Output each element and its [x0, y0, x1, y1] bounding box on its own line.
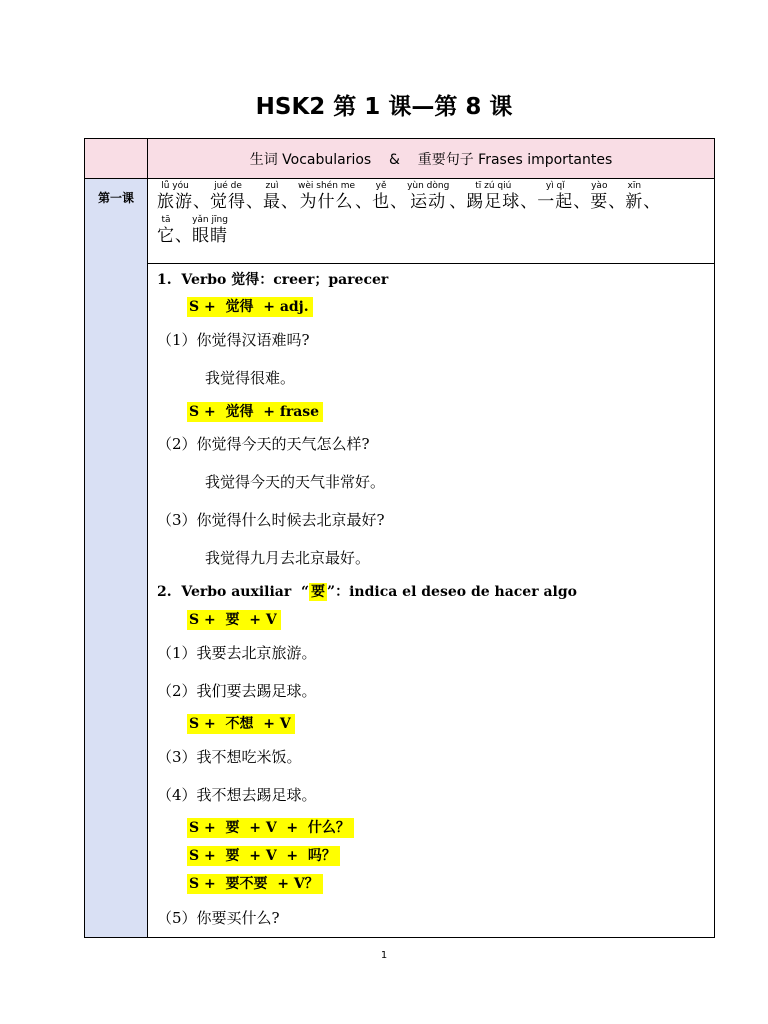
lesson-column-header	[85, 139, 147, 178]
vocab-word	[466, 181, 520, 213]
vocab-separator: 、	[175, 226, 192, 246]
example-sentence	[205, 471, 385, 492]
grammar-pattern	[187, 609, 281, 629]
vocab-hanzi: 最	[263, 192, 281, 212]
sentence-text: 我觉得九月去北京最好。	[205, 549, 371, 567]
vocab-word	[298, 181, 355, 213]
grammar-pattern	[187, 845, 340, 865]
example-sentence	[157, 329, 310, 350]
vocab-separator: 、	[643, 192, 661, 212]
vocab-separator: 、	[449, 192, 467, 212]
vocab-line	[157, 181, 713, 213]
vocab-word	[192, 215, 228, 247]
pattern-text: S + 要不要 + V？	[187, 874, 323, 894]
lesson-column-body	[85, 178, 147, 937]
header-divider	[85, 178, 714, 179]
vocab-pinyin: yě	[375, 181, 387, 191]
vocab-pinyin: yǎn jīng	[192, 215, 228, 225]
grammar-pattern	[187, 713, 295, 733]
section-heading	[157, 581, 577, 601]
vocab-pinyin: yào	[591, 181, 608, 191]
vocab-hanzi: 踢足球	[466, 192, 521, 212]
example-sentence	[157, 642, 317, 663]
sentence-text: （1）我要去北京旅游。	[157, 644, 317, 662]
vocab-hanzi: 也	[372, 192, 391, 212]
vocab-pinyin: jué de	[214, 181, 242, 191]
page-number: 1	[380, 950, 388, 961]
sentence-text: 我觉得很难。	[205, 369, 296, 387]
vocab-pinyin: tā	[161, 215, 171, 225]
sentence-text: （3）你觉得什么时候去北京最好?	[157, 511, 385, 529]
lesson-table	[84, 138, 715, 938]
section-heading-text: 2. Verbo auxiliar “	[157, 584, 310, 600]
example-sentence	[205, 367, 295, 388]
vocab-pinyin: xīn	[627, 181, 642, 191]
vocab-word	[590, 181, 608, 213]
example-sentence	[157, 784, 317, 805]
grammar-pattern	[187, 873, 323, 893]
grammar-pattern	[187, 296, 313, 316]
table-header-text: 生词 Vocabularios & 重要句子 Frases importantes	[249, 151, 613, 168]
sentence-text: （2）你觉得今天的天气怎么样?	[157, 435, 370, 453]
vocab-word	[372, 181, 390, 213]
vocab-separator: 、	[608, 192, 626, 212]
vocab-separator: 、	[193, 192, 210, 212]
grammar-pattern	[187, 401, 323, 421]
lesson-label: 第一课	[97, 191, 134, 205]
vocab-word	[210, 181, 246, 213]
sentence-text: （2）我们要去踢足球。	[157, 682, 317, 700]
vocab-hanzi: 眼睛	[192, 226, 228, 246]
sentence-text: （3）我不想吃米饭。	[157, 748, 302, 766]
vocab-separator: 、	[246, 192, 263, 212]
vocab-pinyin: yùn dòng	[407, 181, 450, 191]
vocab-divider	[148, 263, 714, 264]
document-title: HSK2 第 1 课—第 8 课	[255, 94, 513, 120]
sentence-text: 我觉得今天的天气非常好。	[205, 473, 386, 491]
vocab-hanzi: 觉得	[210, 192, 246, 212]
example-sentence	[157, 509, 385, 530]
vocab-hanzi: 旅游	[157, 192, 193, 212]
section-heading-text: 1. Verbo 觉得：creer；parecer	[157, 272, 389, 288]
sentence-text: （1）你觉得汉语难吗?	[157, 331, 310, 349]
vocab-separator: 、	[573, 192, 591, 212]
vocab-separator: 、	[355, 192, 373, 212]
vocab-word	[157, 181, 193, 213]
vocab-word	[157, 215, 175, 247]
vocab-hanzi: 它	[157, 226, 175, 246]
example-sentence	[157, 907, 280, 928]
vocab-hanzi: 要	[590, 192, 609, 212]
pattern-text: S + 要 + V	[187, 610, 281, 630]
example-sentence	[205, 547, 370, 568]
vocab-hanzi: 新	[625, 192, 644, 212]
vocabulary-list	[157, 181, 713, 247]
vocab-word	[625, 181, 643, 213]
example-sentence	[157, 433, 370, 454]
example-sentence	[157, 680, 317, 701]
table-header	[148, 139, 714, 178]
vocab-separator: 、	[390, 192, 408, 212]
vocab-pinyin: tī zú qiú	[475, 181, 512, 191]
pattern-text: S + 不想 + V	[187, 714, 295, 734]
vocab-separator: 、	[520, 192, 538, 212]
vocab-word	[537, 181, 573, 213]
example-sentence	[157, 746, 302, 767]
vocab-pinyin: yì qǐ	[545, 181, 565, 191]
grammar-pattern	[187, 817, 354, 837]
pattern-text: S + 觉得 + adj.	[187, 297, 313, 317]
vocab-pinyin: lǚ yóu	[161, 181, 189, 191]
section-heading	[157, 269, 388, 289]
vocab-pinyin: wèi shén me	[298, 181, 356, 191]
vocab-hanzi: 运动	[410, 192, 447, 212]
vocab-separator: 、	[281, 192, 298, 212]
vocab-hanzi: 一起	[537, 192, 574, 212]
vocab-pinyin: zuì	[265, 181, 279, 191]
section-heading-text: ”：indica el deseo de hacer algo	[327, 584, 577, 600]
vocab-line	[157, 215, 713, 247]
lesson-column	[85, 139, 148, 937]
vocab-word	[407, 181, 449, 213]
sentence-text: （5）你要买什么?	[157, 909, 280, 927]
vocab-hanzi: 为什么	[299, 192, 354, 212]
pattern-text: S + 要 + V + 吗？	[187, 846, 340, 866]
sentence-text: （4）我不想去踢足球。	[157, 786, 317, 804]
highlighted-term: 要	[311, 584, 326, 600]
pattern-text: S + 觉得 + frase	[187, 402, 323, 422]
vocab-word	[263, 181, 281, 213]
pattern-text: S + 要 + V + 什么？	[187, 818, 354, 838]
